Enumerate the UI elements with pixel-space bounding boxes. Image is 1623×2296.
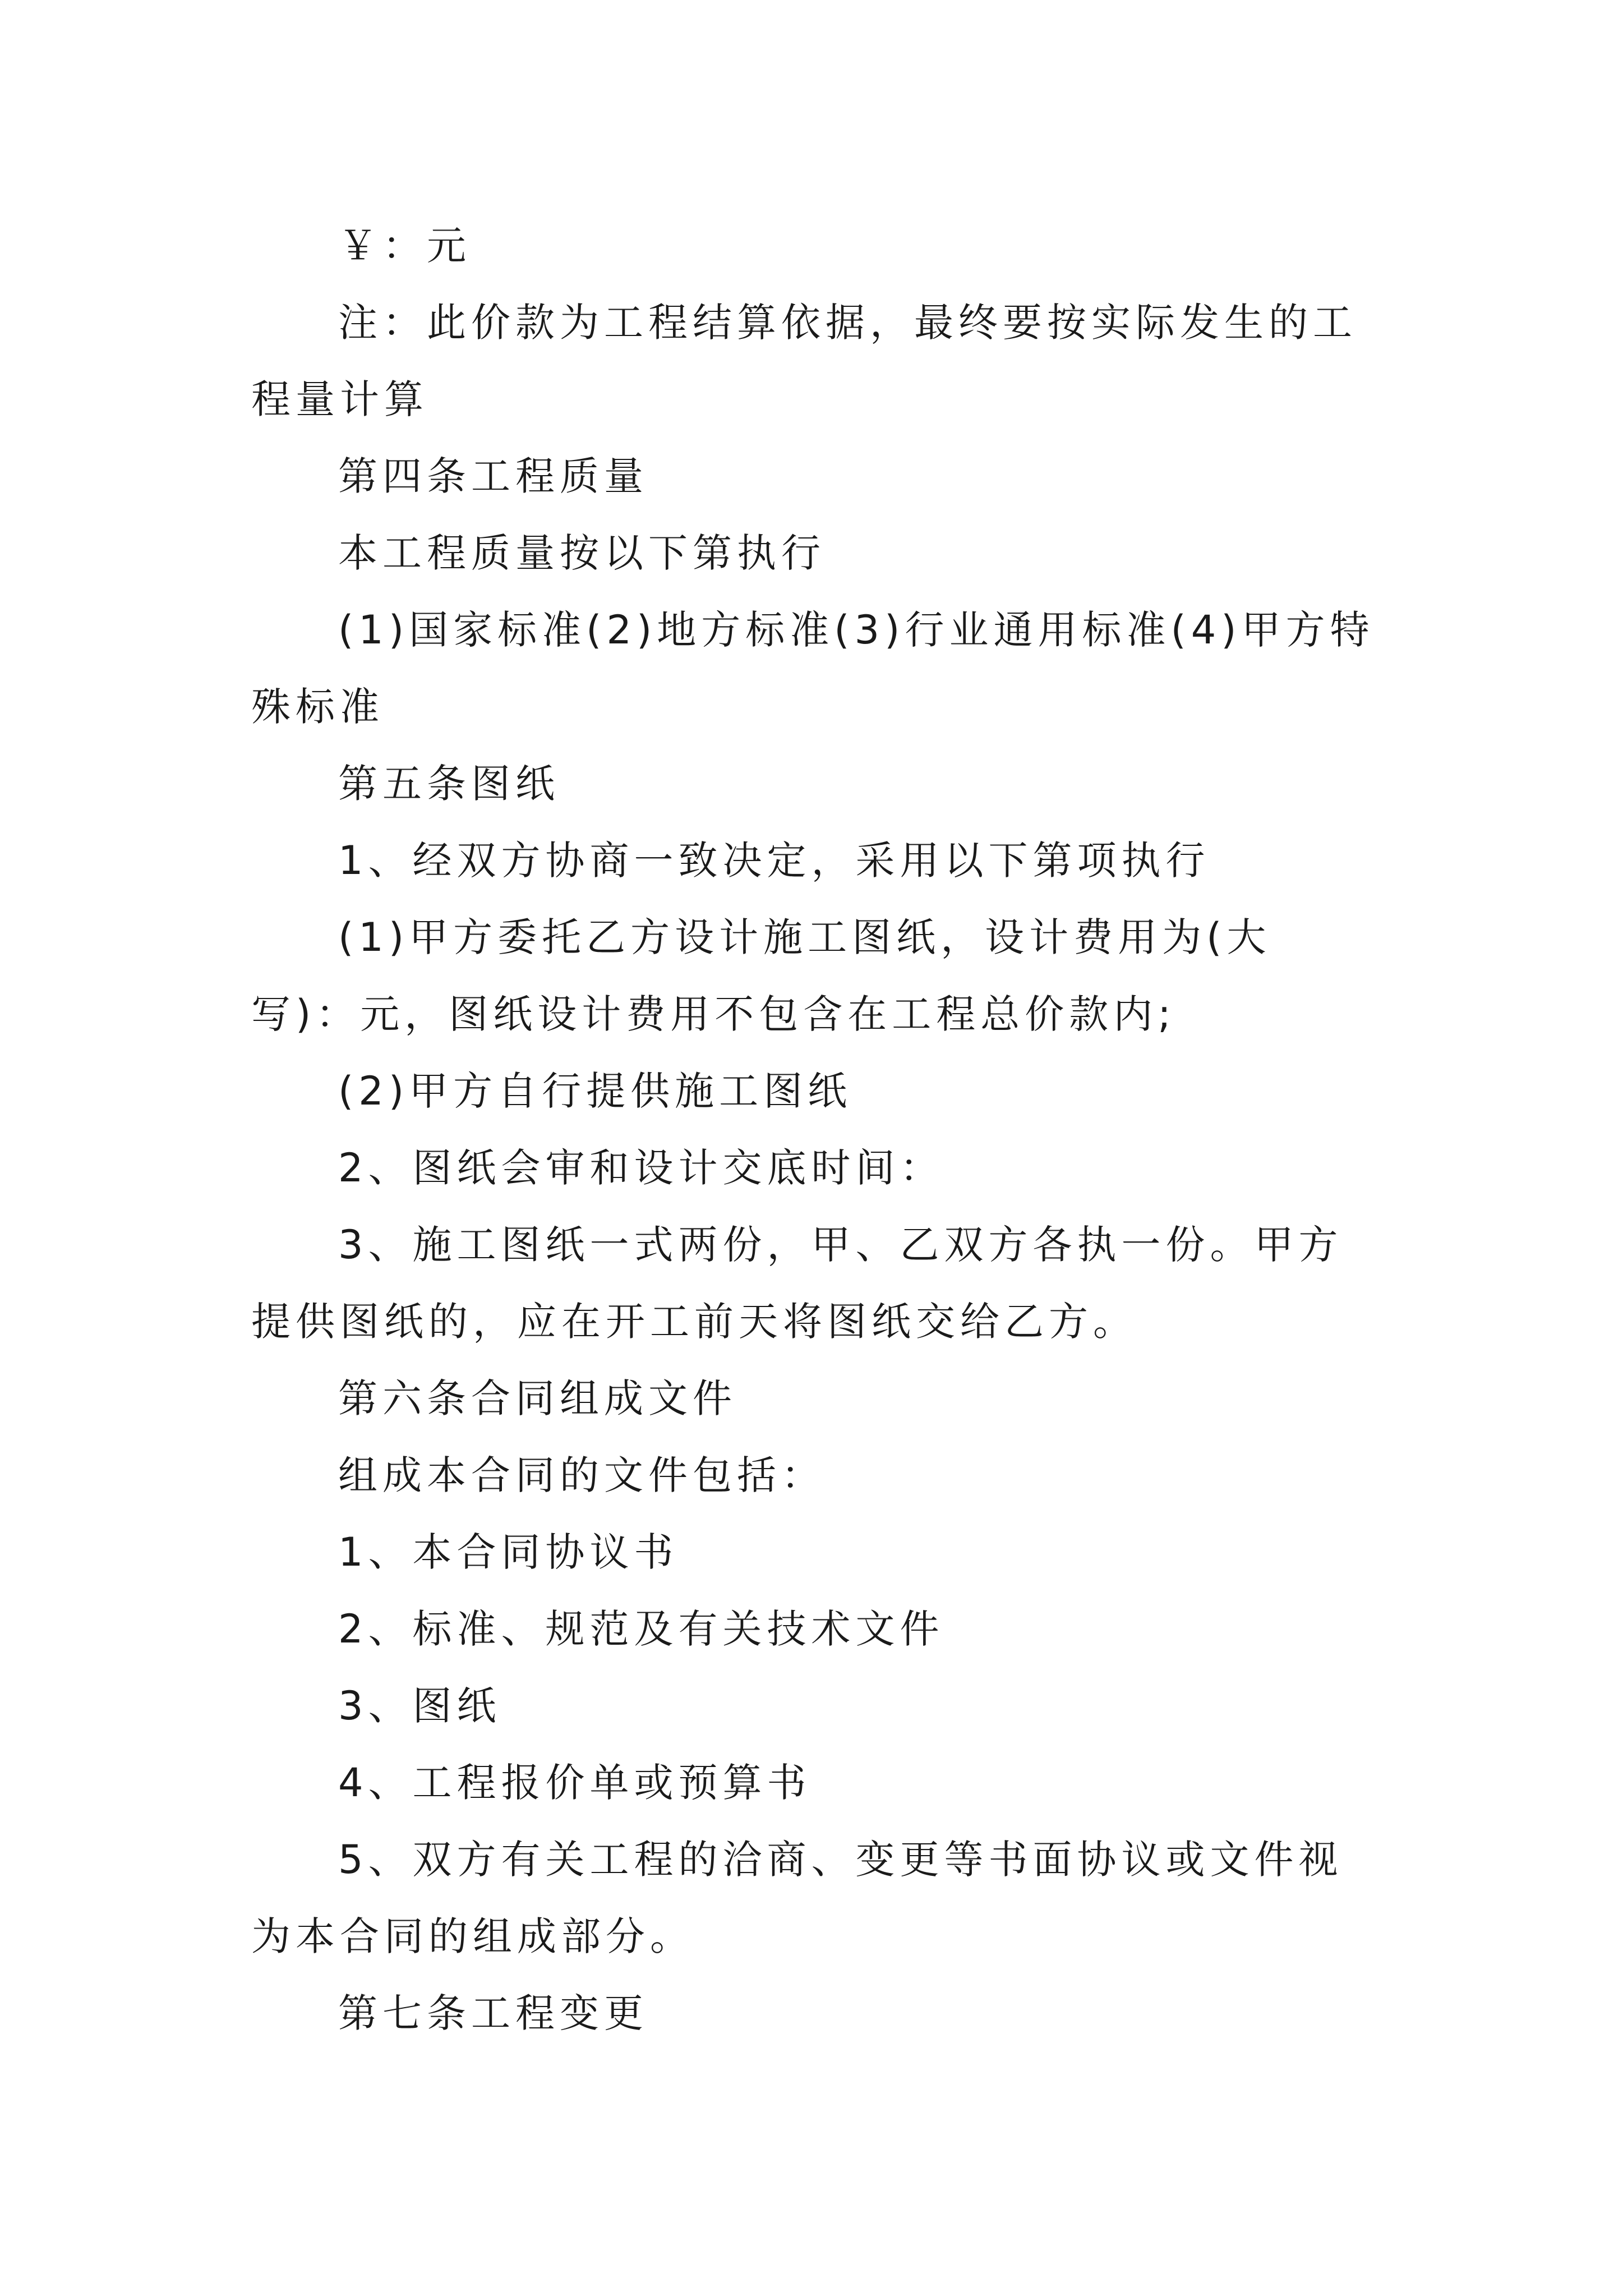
contract-document-item-2: 2、标准、规范及有关技术文件 [338,1606,944,1652]
quality-standard-intro: 本工程质量按以下第执行 [338,530,826,576]
price-currency-line: ￥：元 [338,223,471,269]
contract-document-item-4: 4、工程报价单或预算书 [338,1760,811,1806]
drawings-item-3: 3、施工图纸一式两份，甲、乙双方各执一份。甲方提供图纸的，应在开工前天将图纸交给乙方。 [251,1222,1343,1345]
drawings-option-1: (1)甲方委托乙方设计施工图纸，设计费用为(大写)：元，图纸设计费用不包含在工程总价款内; [251,914,1271,1037]
drawings-item-2: 2、图纸会审和设计交底时间： [338,1145,944,1191]
contract-document-item-5: 5、双方有关工程的洽商、变更等书面协议或文件视为本合同的组成部分。 [251,1837,1343,1959]
contract-documents-intro: 组成本合同的文件包括： [338,1452,826,1498]
drawings-option-2: (2)甲方自行提供施工图纸 [338,1068,852,1114]
article-6-heading: 第六条合同组成文件 [338,1375,737,1421]
article-4-heading: 第四条工程质量 [338,453,648,499]
document-body [251,208,1378,2052]
contract-document-item-3: 3、图纸 [338,1683,501,1729]
article-5-heading: 第五条图纸 [338,761,560,807]
contract-document-item-1: 1、本合同协议书 [338,1529,679,1575]
article-7-heading: 第七条工程变更 [338,1990,648,2036]
price-note: 注：此价款为工程结算依据，最终要按实际发生的工程量计算 [251,300,1357,422]
drawings-item-1: 1、经双方协商一致决定，采用以下第项执行 [338,838,1210,884]
quality-standard-options: (1)国家标准(2)地方标准(3)行业通用标准(4)甲方特殊标准 [251,607,1375,730]
